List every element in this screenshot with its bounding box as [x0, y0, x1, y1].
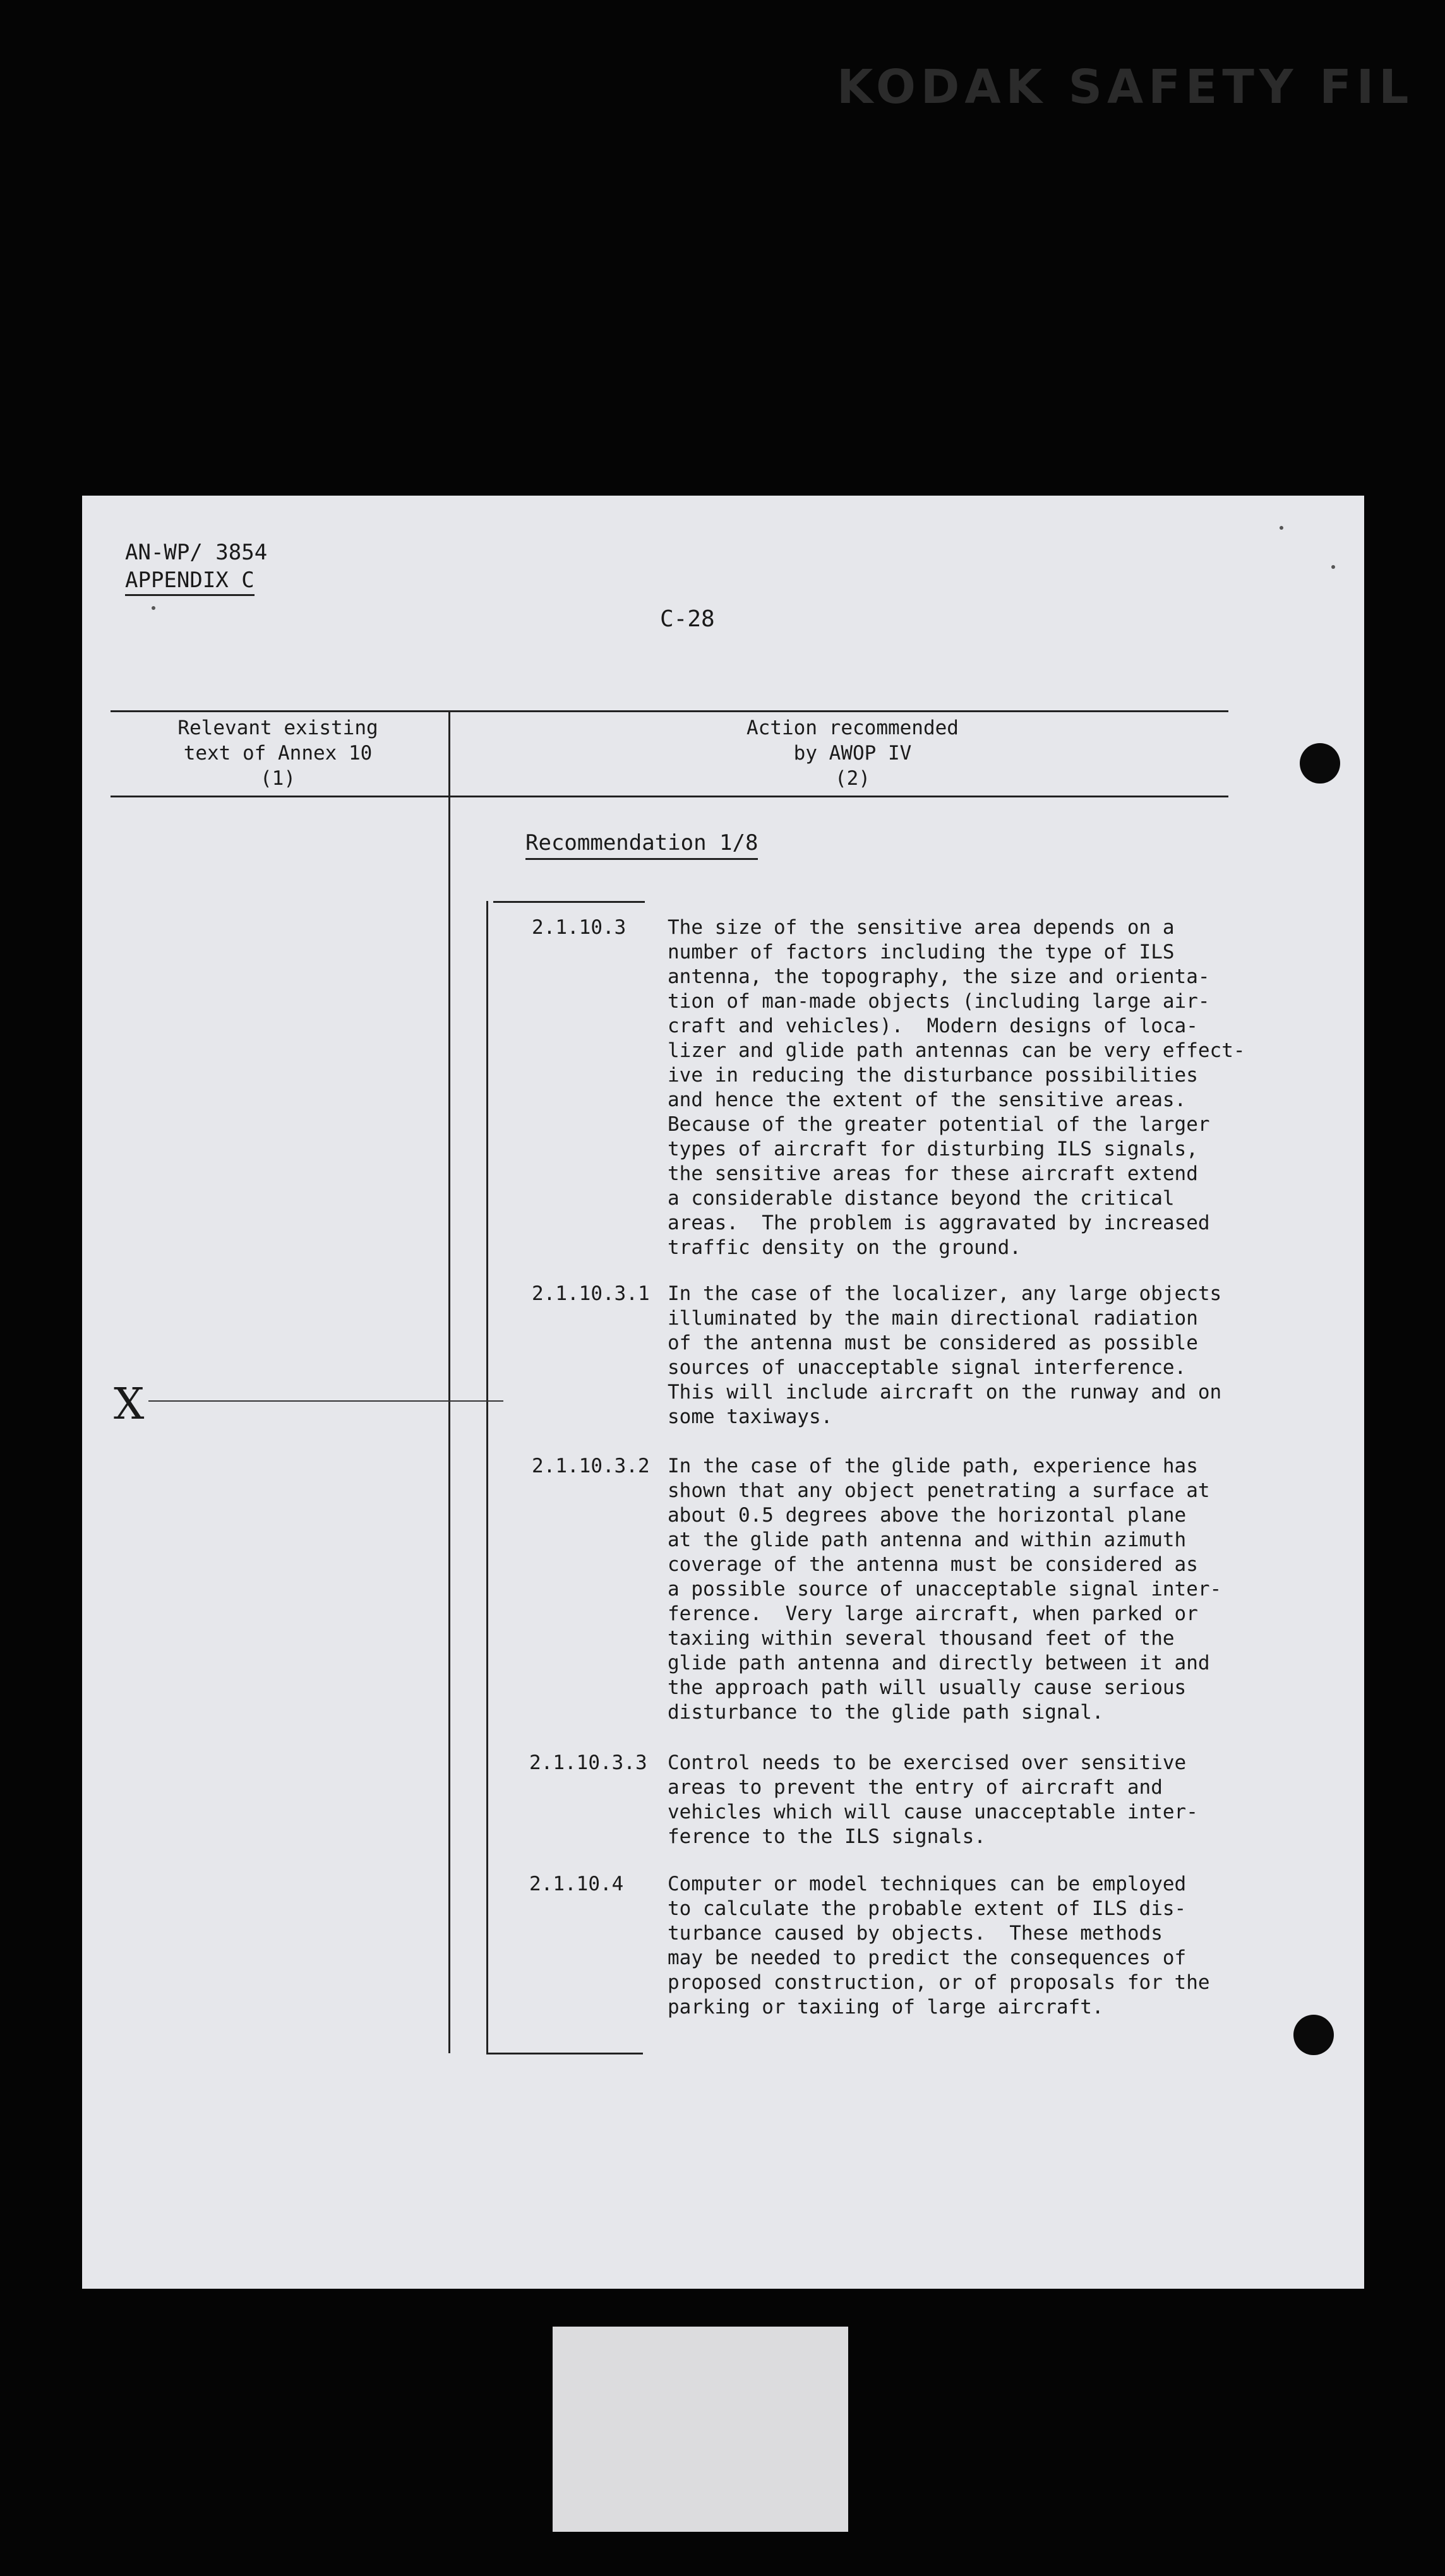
paragraph-number: 2.1.10.3.2: [532, 1455, 650, 1477]
paragraph-text: In the case of the localizer, any large objects illuminated by the main directional radiation of the antenna must be considered as possible sources of unacceptable signal interference. This will include aircraft on the runway and on some taxiways.: [668, 1282, 1222, 1428]
paragraph-text: Control needs to be exercised over sensitive areas to prevent the entry of aircraft and vehicles which will cause unacceptable inter- ference to the ILS signals.: [668, 1751, 1198, 1848]
paragraph-number: 2.1.10.3.3: [529, 1751, 647, 1774]
punch-hole: [1300, 743, 1340, 784]
punch-hole: [1293, 2015, 1334, 2055]
film-edge-marking: KODAK SAFETY FIL: [837, 62, 1414, 112]
bracket-top: [493, 901, 645, 903]
paragraph-number: 2.1.10.4: [529, 1873, 624, 1895]
paragraph-text: Computer or model techniques can be employed to calculate the probable extent of ILS dis- turbance caused by objects. These methods may be needed to predict the consequences of proposed construction, or of proposals for the parking or taxiing of large aircraft.: [668, 1873, 1210, 2018]
paragraph-text: In the case of the glide path, experience has shown that any object penetrating a surface at about 0.5 degrees above the horizontal plane at the glide path antenna and within azimuth coverage of the antenna must be considered as a possible source of unacceptable signal inter- ference. Very large aircraft, when parked or taxiing within several thousand feet of the glide path antenna and directly between it and the approach path will usually cause serious disturbance to the glide path signal.: [668, 1455, 1222, 1724]
paragraph-number: 2.1.10.3: [532, 916, 627, 939]
page-number: C-28: [660, 606, 715, 632]
dust-speck: [1280, 526, 1283, 530]
document-header: [125, 539, 267, 594]
column-header-annex: Relevant existing text of Annex 10 (1): [177, 717, 378, 790]
dust-speck: [152, 606, 155, 610]
bracket-side: [486, 901, 488, 2054]
recommendation-title: Recommendation 1/8: [525, 830, 758, 860]
side-pointer-line: [148, 1400, 503, 1402]
table-top-rule: [111, 710, 1228, 712]
film-target-card: [553, 2327, 848, 2532]
bracket-bottom: [486, 2053, 643, 2054]
paragraph-text: The size of the sensitive area depends on a number of factors including the type of ILS antenna, the topography, the size and orienta- tion of man-made objects (including large air- craft and vehicles). Modern designs of loca- lizer and glide path antennas can be very effect- ive in reducing the disturbance possibilities and hence the extent of the sensitive areas. Because of the greater potential of the larger types of aircraft for disturbing ILS signals, the sensitive areas for these aircraft extend a considerable distance beyond the critical areas. The problem is aggravated by increased traffic density on the ground.: [668, 916, 1245, 1259]
paragraph-number: 2.1.10.3.1: [532, 1282, 650, 1305]
dust-speck: [1331, 565, 1335, 569]
side-x-mark: X: [114, 1380, 145, 1429]
document-reference: AN-WP/ 3854: [125, 540, 268, 565]
table-header-bottom-rule: [111, 796, 1228, 797]
column-divider: [448, 710, 450, 2053]
column-header-action: Action recommended by AWOP IV (2): [746, 717, 959, 790]
appendix-label: APPENDIX C: [125, 568, 255, 596]
document-page: [82, 496, 1364, 2289]
